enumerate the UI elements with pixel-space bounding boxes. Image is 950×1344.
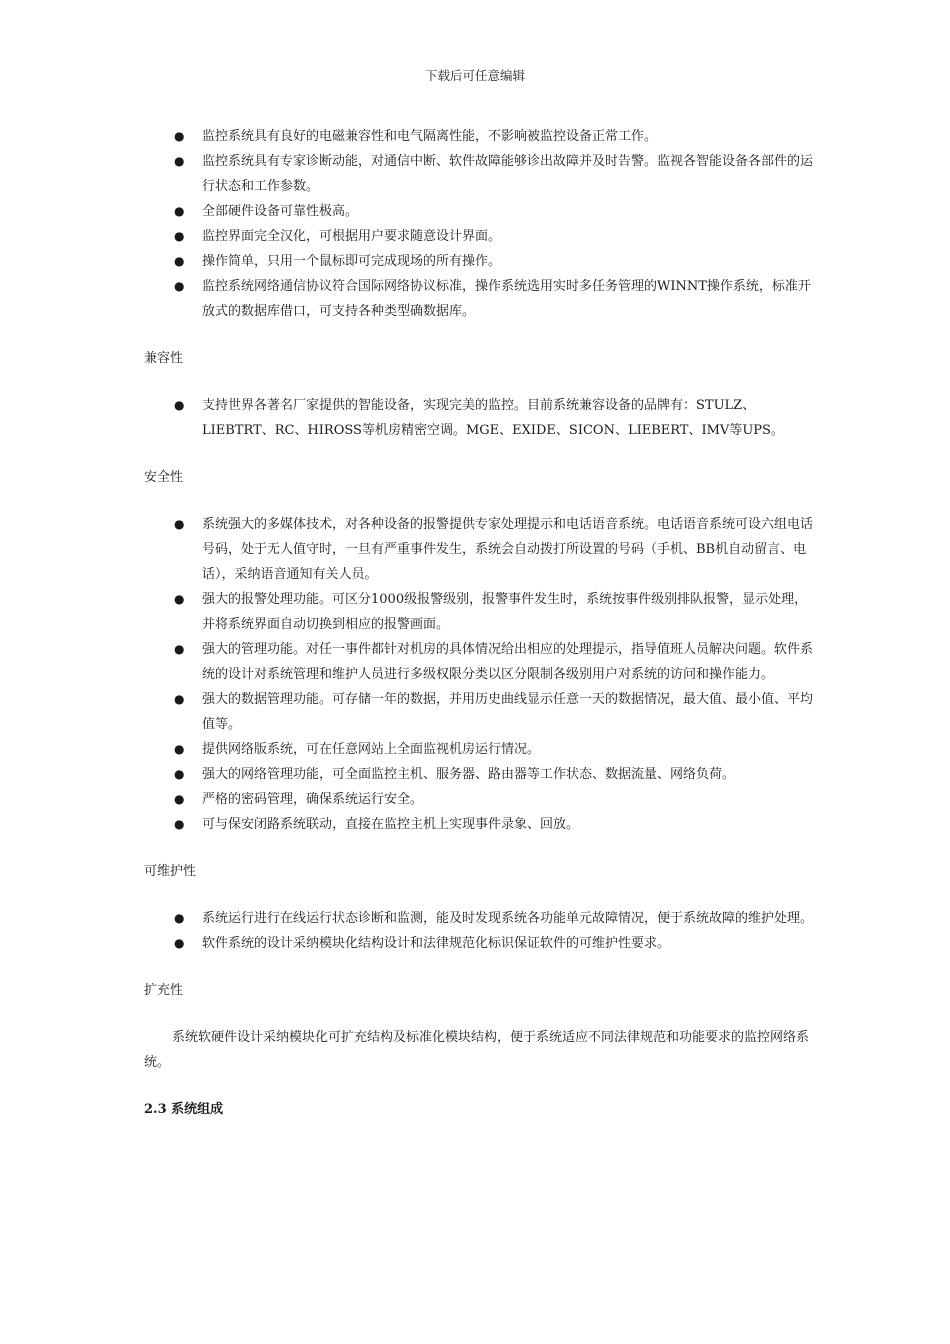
bullet-dot-icon: ● — [174, 592, 185, 606]
security-list — [144, 512, 820, 837]
list-item: ● 软件系统的设计采纳模块化结构设计和法律规范化标识保证软件的可维护性要求。 — [144, 931, 820, 956]
list-item: ● 系统强大的多媒体技术，对各种设备的报警提供专家处理提示和电话语音系统。电话语音系统可设六组电话号码，处于无人值守时，一旦有严重事件发生，系统会自动拨打所设置的号码（手机、BB机自动留言、电话），采纳语音通知有关人员。 — [144, 512, 820, 587]
list-item: ● 操作简单，只用一个鼠标即可完成现场的所有操作。 — [144, 249, 820, 274]
bullet-dot-icon: ● — [174, 936, 185, 950]
bullet-dot-icon: ● — [174, 129, 185, 143]
bullet-dot-icon: ● — [174, 254, 185, 268]
list-item: ● 支持世界各著名厂家提供的智能设备，实现完美的监控。目前系统兼容设备的品牌有：STULZ、LIEBTRT、RC、HIROSS等机房精密空调。MGE、EXIDE、SICON、LIEBERT、IMV等UPS。 — [144, 393, 820, 443]
compatibility-list — [144, 393, 820, 443]
bullet-dot-icon: ● — [174, 642, 185, 656]
page-content — [144, 124, 820, 1122]
scalability-paragraph: 系统软硬件设计采纳模块化可扩充结构及标准化模块结构，便于系统适应不同法律规范和功能要求的监控网络系统。 — [144, 1030, 810, 1070]
bullet-dot-icon: ● — [174, 911, 185, 925]
section-heading-security: 安全性 — [144, 470, 184, 485]
section-heading-compatibility: 兼容性 — [144, 351, 184, 366]
bullet-dot-icon: ● — [174, 279, 185, 293]
list-item: ● 可与保安闭路系统联动，直接在监控主机上实现事件录象、回放。 — [144, 812, 820, 837]
maintainability-list — [144, 906, 820, 956]
bullet-dot-icon: ● — [174, 517, 185, 531]
page-header: 下载后可任意编辑 — [424, 68, 525, 83]
bullet-dot-icon: ● — [174, 154, 185, 168]
bullet-dot-icon: ● — [174, 742, 185, 756]
bullet-dot-icon: ● — [174, 767, 185, 781]
bullet-dot-icon: ● — [174, 817, 185, 831]
section-title-composition: 2.3 系统组成 — [144, 1102, 224, 1117]
section-heading-maintainability: 可维护性 — [144, 864, 197, 879]
bullet-dot-icon: ● — [174, 398, 185, 412]
list-item: ● 强大的管理功能。对任一事件都针对机房的具体情况给出相应的处理提示，指导值班人员解决问题。软件系统的设计对系统管理和维护人员进行多级权限分类以区分限制各级别用户对系统的访问和操作能力。 — [144, 637, 820, 687]
list-item: ● 监控界面完全汉化，可根据用户要求随意设计界面。 — [144, 224, 820, 249]
list-item: ● 强大的报警处理功能。可区分1000级报警级别，报警事件发生时，系统按事件级别排队报警，显示处理，并将系统界面自动切换到相应的报警画面。 — [144, 587, 820, 637]
bullet-dot-icon: ● — [174, 204, 185, 218]
list-item: ● 系统运行进行在线运行状态诊断和监测，能及时发现系统各功能单元故障情况，便于系统故障的维护处理。 — [144, 906, 820, 931]
bullet-dot-icon: ● — [174, 229, 185, 243]
bullet-dot-icon: ● — [174, 692, 185, 706]
list-item: ● 严格的密码管理，确保系统运行安全。 — [144, 787, 820, 812]
list-item: ● 强大的网络管理功能，可全面监控主机、服务器、路由器等工作状态、数据流量、网络负荷。 — [144, 762, 820, 787]
bullet-dot-icon: ● — [174, 792, 185, 806]
list-item: ● 全部硬件设备可靠性极高。 — [144, 199, 820, 224]
list-item: ● 强大的数据管理功能。可存储一年的数据，并用历史曲线显示任意一天的数据情况，最大值、最小值、平均值等。 — [144, 687, 820, 737]
section-heading-scalability: 扩充性 — [144, 983, 184, 998]
list-item: ● 监控系统具有专家诊断动能，对通信中断、软件故障能够诊出故障并及时告警。监视各智能设备各部件的运行状态和工作参数。 — [144, 149, 820, 199]
features-list — [144, 124, 820, 324]
list-item: ● 监控系统网络通信协议符合国际网络协议标准，操作系统选用实时多任务管理的WINNT操作系统，标准开放式的数据库借口，可支持各种类型确数据库。 — [144, 274, 820, 324]
list-item: ● 监控系统具有良好的电磁兼容性和电气隔离性能，不影响被监控设备正常工作。 — [144, 124, 820, 149]
list-item: ● 提供网络版系统，可在任意网站上全面监视机房运行情况。 — [144, 737, 820, 762]
